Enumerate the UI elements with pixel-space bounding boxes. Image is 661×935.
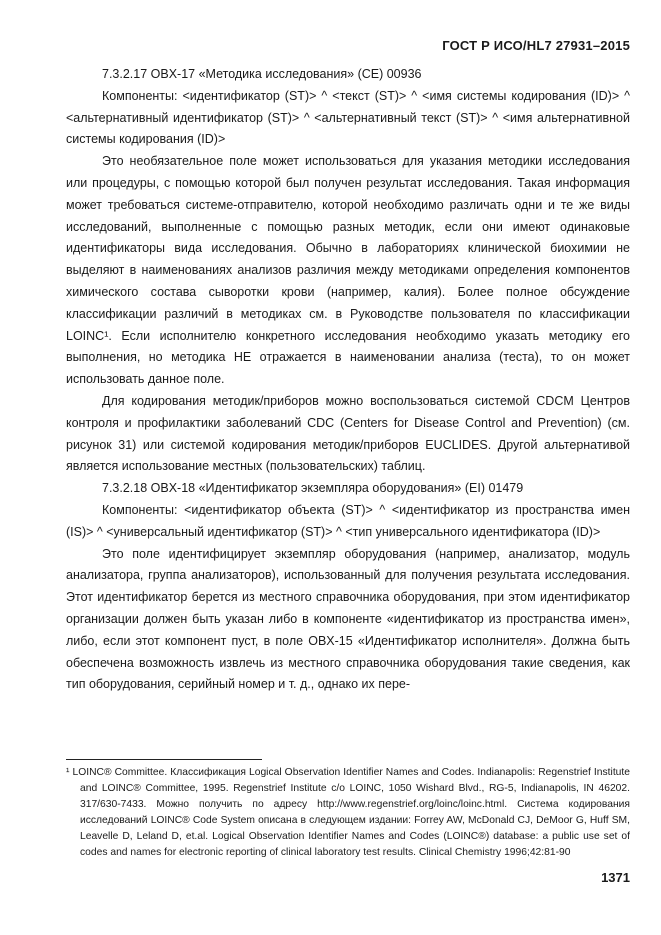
footnote: ¹ LOINC® Committee. Классификация Logical Observation Identifier Names and Codes. Indianapolis: Regenstrief Institute and LOINC® Committee, 1995. Regenstrief Institute c/o LOINC, 1050 Wishard Blvd., RG-5, Indianapolis, IN 46202. 317/630-7433. Можно получить по адресу http://www.regenstrief.org/loinc/loinc.html. Система кодирования исследований LOINC® Code System описана в следующем издании: Forrey AW, McDonald CJ, DeMoor G, Huff SM, Leavelle D, Leland D, et.al. Logical Observation Identifier Names and Codes (LOINC®) database: a public use set of codes and names for electronic reporting of clinical laboratory test results. Clinical Chemistry 1996;42:81-90	[66, 767, 630, 858]
document-header: ГОСТ Р ИСО/HL7 27931–2015	[442, 38, 630, 53]
paragraph: Это необязательное поле может использоваться для указания методики исследования или процедуры, с помощью которой был получен результат исследования. Такая информация может требоваться системе-отправителю, которой необходимо различать одни и те же виды исследований, выполненные с помощью разных методик, если они имеют одинаковые идентификаторы вида исследования. Обычно в лабораториях клинической биохимии не выделяют в наименованиях анализов различия между методиками определения компонентов химического состава сыворотки крови (например, калия). Более полное обсуждение классификации различий в методиках см. в Руководстве пользователя по классификации LOINC¹. Если исполнителю конкретного исследования необходимо указать методику его выполнения, но методика НЕ отражается в наименовании анализа (теста), то он может использовать данное поле.	[66, 154, 630, 387]
body-text	[66, 64, 630, 696]
section-heading-obx17: 7.3.2.17 OBX-17 «Методика исследования» (CE) 00936	[102, 67, 422, 81]
page-number: 1371	[601, 870, 630, 885]
footnote-divider	[66, 759, 262, 760]
paragraph: Для кодирования методик/приборов можно воспользоваться системой CDCM Центров контроля и профилактики заболеваний CDC (Centers for Disease Control and Prevention) (см. рисунок 31) или системой кодирования методик/приборов EUCLIDES. Другой альтернативой является использование местных (пользовательских) таблиц.	[66, 393, 630, 474]
paragraph: Это поле идентифицирует экземпляр оборудования (например, анализатор, модуль анализатора, группа анализаторов), использованный для получения результата исследования. Этот идентификатор берется из местного справочника оборудования, при этом идентификатор организации должен быть указан либо в компоненте «идентификатор из пространства имен», либо, если этот компонент пуст, в поле OBX-15 «Идентификатор исполнителя». Должна быть обеспечена возможность извлечь из местного справочника оборудования такие сведения, как тип оборудования, серийный номер и т. д., однако их пере-	[66, 546, 630, 692]
section-heading-obx18: 7.3.2.18 OBX-18 «Идентификатор экземпляра оборудования» (EI) 01479	[102, 481, 524, 496]
paragraph: Компоненты: <идентификатор (ST)> ^ <текст (ST)> ^ <имя системы кодирования (ID)> ^ <альтернативный идентификатор (ST)> ^ <альтернативный текст (ST)> ^ <имя альтернативной системы кодирования (ID)>	[66, 88, 630, 147]
paragraph: Компоненты: <идентификатор объекта (ST)> ^ <идентификатор из пространства имен (IS)> ^ <универсальный идентификатор (ST)> ^ <тип универсального идентификатора (ID)>	[66, 502, 630, 539]
